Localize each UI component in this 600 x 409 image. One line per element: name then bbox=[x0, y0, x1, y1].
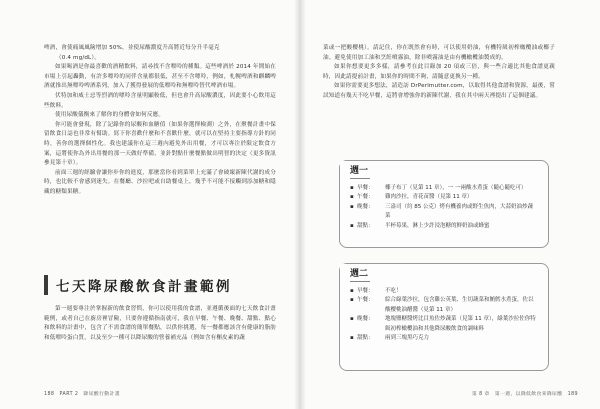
menu-card-tuesday bbox=[339, 263, 549, 371]
formula: （0.4 mg/dL）。 bbox=[56, 54, 101, 61]
card-day-label: 週二 bbox=[340, 264, 376, 281]
right-body-text bbox=[323, 44, 555, 102]
meal-label: 早餐： bbox=[357, 185, 374, 191]
meal-desc: 半杯莓果，淋上少許浸泡糖的鮮奶油或蜂蜜 bbox=[385, 222, 490, 229]
left-page bbox=[0, 0, 299, 409]
meal-item bbox=[350, 222, 538, 231]
menu-card-monday bbox=[339, 160, 549, 248]
meal-desc: 地塊鹽糖醬烤比目魚佐炒蔬菜（見第 11 章），綠葉沙拉佐你特級初榨橄欖油和其他降尿酸飲食的調味料 bbox=[385, 316, 536, 332]
paragraph: 啤酒，會使痛風風險增加 50%，並使尿酸濃度升高將近每分升半毫克 bbox=[44, 45, 220, 51]
left-body-text bbox=[44, 44, 276, 198]
meal-list bbox=[350, 287, 538, 343]
bullet-icon: ▪ bbox=[350, 203, 354, 210]
meal-label: 午餐： bbox=[357, 297, 374, 304]
bullet-icon: ▪ bbox=[350, 316, 354, 323]
meal-item bbox=[350, 287, 538, 296]
meal-desc: 兩到三塊黑巧克力 bbox=[385, 335, 430, 342]
bullet-icon: ▪ bbox=[350, 335, 354, 342]
meal-label: 午餐： bbox=[357, 194, 374, 201]
card-day-label: 週一 bbox=[340, 161, 376, 178]
meal-label: 早餐： bbox=[357, 288, 374, 294]
left-footer: 188 PART 2 降尿酸行動計畫 bbox=[44, 392, 120, 397]
bullet-icon: ▪ bbox=[350, 288, 354, 294]
meal-desc: 椰子布丁（見第 11 章），一 一兩酸水煮蛋（隨心隨吃可） bbox=[385, 185, 527, 191]
paragraph: 如果喝酒是你最喜歡的酒精飲料，請尋找不含嘌呤的種類。這些啤酒於 2014 年開始在市場上引起轟動，有許多嘌呤的同伴含量都很低，甚至不含嘌呤，例如，札幌啤酒和麒麟啤酒就推出無嘌呤啤酒系列，加入了獲得發展的低嘌呤和無嘌呤替代啤酒市場。 bbox=[44, 64, 276, 90]
meal-label: 甜點： bbox=[357, 222, 374, 229]
meal-item bbox=[350, 193, 538, 202]
paragraph: 前面三週的經驗會讓你步你的進度，那麼當你看到菜單上充滿了會破壞新陳代謝的成分時，也比較不會感到迷失。在餐廳、沙拉吧或自助餐桌上，幾乎不可能不接觸到添加糖和隱藏的糖類果糖。 bbox=[44, 169, 276, 195]
section-title: 七天降尿酸飲食計畫範例 bbox=[56, 279, 232, 295]
bullet-icon: ▪ bbox=[350, 185, 354, 191]
meal-item bbox=[350, 296, 538, 315]
meal-item bbox=[350, 203, 538, 222]
bullet-icon: ▪ bbox=[350, 194, 354, 201]
meal-desc: 三盎司（約 85 公克）烤有機養肉或野生魚肉，大蒜奶油炒蔬菜 bbox=[385, 203, 533, 220]
heading-bar bbox=[44, 275, 48, 295]
paragraph: 如果你想要更多多樣，請參考在此目錄加 20 項或三倍，與一些合適比其他食譜更親時，因此請提前計畫，如果你的時間不夠，請隨意更換另一種。 bbox=[323, 64, 555, 80]
meal-desc: 綜合綠葉沙拉，包含雞公英葉、生切蔬菜和鮪鱈水煮蛋，佐以酸櫻桃油醋醬（見第 11 章） bbox=[385, 297, 534, 313]
left-body-text-2 bbox=[44, 305, 276, 343]
bullet-icon: ▪ bbox=[350, 222, 354, 229]
meal-item bbox=[350, 315, 538, 334]
section-heading bbox=[44, 274, 274, 296]
right-page bbox=[301, 0, 600, 409]
meal-desc: 雞肉沙拉，青花苗醬（見第 11 章） bbox=[385, 194, 473, 201]
bullet-icon: ▪ bbox=[350, 297, 354, 304]
paragraph: 你可能會發現，除了記錄你的尿酸和血糖值（如果你選擇檢測）之外，在聚餐計畫中保留飲食日誌也非常有幫助。寫下你喜歡什麼和不喜歡什麼，就可以在堅持主要指導方針的同時，善你的選擇個性化。我也建議你在這三週內避免外出用餐，才可以專注於限定飲食方案，這將使你為外出用餐的那一天做好準備，並針對點什麼餐點做出明智的決定（更多資訊參見第十章）。 bbox=[44, 121, 276, 167]
paragraph bbox=[44, 54, 276, 64]
meal-list bbox=[350, 184, 538, 231]
meal-item bbox=[350, 184, 538, 193]
right-footer: 第 8 章 第一週，以降低飲食來降尿酸 189 bbox=[471, 392, 578, 397]
paragraph: 如果你需要更多想法，請造訪 DrPerlmutter.com，以取得其他食譜和資源，最後，嘗試知道有幾天不吃早餐，這將會增強你的新陳代謝，我在其中兩天裡提出了這個建議。 bbox=[323, 83, 555, 99]
paragraph: 第一週要專注於掌握新的飲食習慣，你可以使用我的食譜，並遵循後面的七天飲食計畫範例，或者自己在廚房裡冒險，只要你遵循指南就可，我在早餐、午餐、晚餐、甜點、點心和飲料的計畫中，包含了不需食譜的簡單餐點，以供你挑選，每一餐都應該含有健康的脂肪和低嘌呤蛋白質，以及至少一種可以降尿酸的營養補充品（例如含有槲皮素的蔬 bbox=[44, 306, 276, 341]
meal-item bbox=[350, 334, 538, 343]
paragraph: 伏特加和威士忌等烈酒的嘌呤含量明顯較低，但也會升高尿酸濃度，因此要小心飲用這些飲料。 bbox=[44, 92, 276, 109]
paragraph: 菜或一把酸櫻桃）。請記住，你在既然會有時，可以使用奶油，有機特級初榨橄欖油或椰子油。避免使用加工油和烹飪噴霧油，除非噴霧油是由有機橄欖油製成的。 bbox=[323, 45, 555, 61]
meal-label: 晚餐： bbox=[357, 316, 374, 323]
meal-label: 甜點： bbox=[357, 335, 374, 342]
meal-desc: 不吃！ bbox=[385, 288, 402, 294]
meal-label: 晚餐： bbox=[357, 203, 374, 210]
paragraph: 使用尿酸儀衡來了解你的身體會如何反應。 bbox=[55, 112, 165, 119]
